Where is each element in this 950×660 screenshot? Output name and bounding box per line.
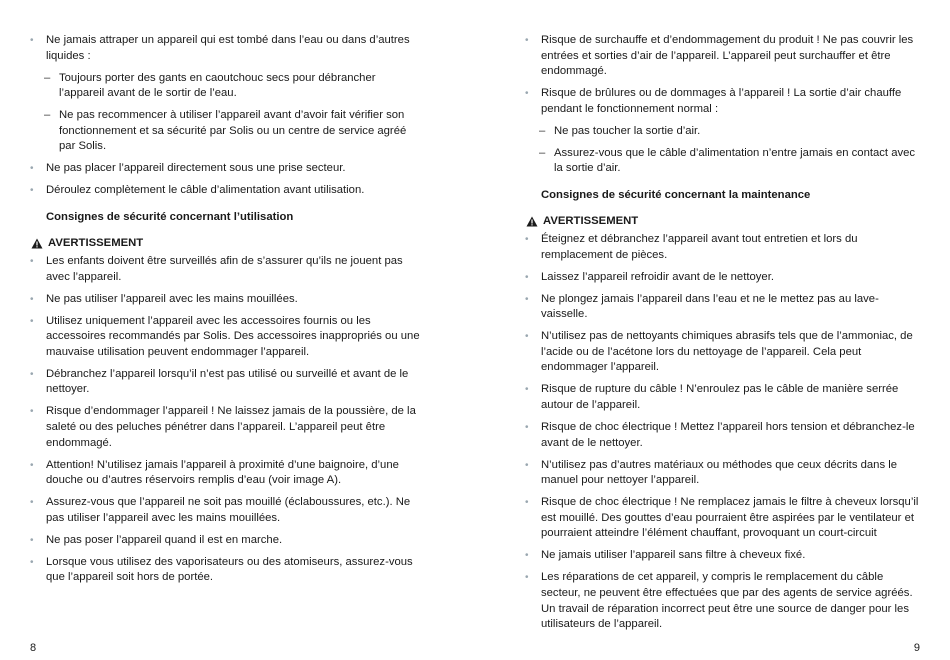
- bullet-item: • Ne plongez jamais l’appareil dans l’eau et ne le mettez pas au lave-vaisselle.: [525, 292, 920, 323]
- bullet-item: • Risque de rupture du câble ! N’enroulez pas le câble de manière serrée autour de l’appareil.: [525, 382, 920, 413]
- sub-item: – Toujours porter des gants en caoutchouc secs pour débrancher l’appareil avant de le sortir de l’eau.: [30, 71, 422, 102]
- bullet-item: • Ne pas placer l’appareil directement sous une prise secteur.: [30, 161, 422, 177]
- bullet-item: • Lorsque vous utilisez des vaporisateurs ou des atomiseurs, assurez-vous que l’appareil soit hors de portée.: [30, 555, 422, 586]
- warning-label: AVERTISSEMENT: [48, 236, 144, 249]
- bullet-item: • Déroulez complètement le câble d’alimentation avant utilisation.: [30, 183, 422, 199]
- bullet-item: • Ne jamais attraper un appareil qui est tombé dans l’eau ou dans d’autres liquides :: [30, 33, 422, 64]
- bullet-item: • Laissez l’appareil refroidir avant de le nettoyer.: [525, 270, 920, 286]
- left-column: [30, 33, 422, 592]
- section-heading-usage: Consignes de sécurité concernant l’utilisation: [46, 210, 294, 223]
- page-number: 8: [30, 642, 37, 654]
- warning-header: [30, 236, 422, 252]
- bullet-item: • Les réparations de cet appareil, y compris le remplacement du câble secteur, ne peuvent être effectuées que par des agents de service agréés. Un travail de réparation incorrect peut être une source de danger pour les utilisateurs de l’appareil.: [525, 570, 920, 632]
- bullet-item: • Ne pas poser l’appareil quand il est en marche.: [30, 533, 422, 549]
- warning-triangle-icon: [526, 216, 538, 227]
- sub-item: – Ne pas toucher la sortie d’air.: [525, 124, 920, 140]
- section-heading-maintenance: Consignes de sécurité concernant la maintenance: [541, 188, 811, 201]
- bullet-item: • Les enfants doivent être surveillés afin de s’assurer qu’ils ne jouent pas avec l’appareil.: [30, 254, 422, 285]
- bullet-item: • Ne pas utiliser l’appareil avec les mains mouillées.: [30, 292, 422, 308]
- bullet-item: • Risque de choc électrique ! Mettez l’appareil hors tension et débranchez-le avant de le nettoyer.: [525, 420, 920, 451]
- warning-header: [525, 214, 920, 230]
- bullet-item: • N’utilisez pas d’autres matériaux ou méthodes que ceux décrits dans le manuel pour nettoyer l’appareil.: [525, 458, 920, 489]
- right-column: [525, 33, 920, 639]
- bullet-item: • Utilisez uniquement l’appareil avec les accessoires fournis ou les accessoires recommandés par Solis. Des accessoires inappropriés ou une mauvaise utilisation peuvent endommager l’appareil.: [30, 314, 422, 361]
- bullet-item: • Risque de brûlures ou de dommages à l’appareil ! La sortie d’air chauffe pendant le fonctionnement normal :: [525, 86, 920, 117]
- bullet-item: • Débranchez l’appareil lorsqu’il n’est pas utilisé ou surveillé et avant de le nettoyer.: [30, 367, 422, 398]
- bullet-item: • Assurez-vous que l’appareil ne soit pas mouillé (éclaboussures, etc.). Ne pas utiliser l’appareil avec les mains mouillées.: [30, 495, 422, 526]
- bullet-item: • Risque de choc électrique ! Ne remplacez jamais le filtre à cheveux lorsqu’il est mouillé. Des gouttes d’eau pourraient être aspirées par le ventilateur et pourraient atteindre l’élément chauffant, provoquant un court-circuit: [525, 495, 920, 542]
- sub-item: – Assurez-vous que le câble d’alimentation n’entre jamais en contact avec la sortie d’air.: [525, 146, 920, 177]
- bullet-item: • Éteignez et débranchez l’appareil avant tout entretien et lors du remplacement de pièces.: [525, 232, 920, 263]
- bullet-item: • N’utilisez pas de nettoyants chimiques abrasifs tels que de l’ammoniac, de l’acide ou de l’acétone lors du nettoyage de l’appareil. Cela peut endommager l’appareil.: [525, 329, 920, 376]
- warning-label: AVERTISSEMENT: [543, 214, 639, 227]
- warning-triangle-icon: [31, 238, 43, 249]
- bullet-item: • Attention! N’utilisez jamais l’appareil à proximité d’une baignoire, d’une douche ou d’autres réservoirs remplis d’eau (voir image A).: [30, 458, 422, 489]
- right-page: [475, 0, 950, 660]
- sub-item: – Ne pas recommencer à utiliser l’appareil avant d’avoir fait vérifier son fonctionnement et sa sécurité par Solis ou un centre de service agréé par Solis.: [30, 108, 422, 155]
- bullet-item: • Risque d’endommager l’appareil ! Ne laissez jamais de la poussière, de la saleté ou des peluches pénétrer dans l’appareil. L’appareil peut être endommagé.: [30, 404, 422, 451]
- bullet-item: • Ne jamais utiliser l’appareil sans filtre à cheveux fixé.: [525, 548, 920, 564]
- page-number: 9: [913, 642, 920, 654]
- bullet-item: • Risque de surchauffe et d’endommagement du produit ! Ne pas couvrir les entrées et sorties d’air de l’appareil. L’appareil peut surchauffer et être endommagé.: [525, 33, 920, 80]
